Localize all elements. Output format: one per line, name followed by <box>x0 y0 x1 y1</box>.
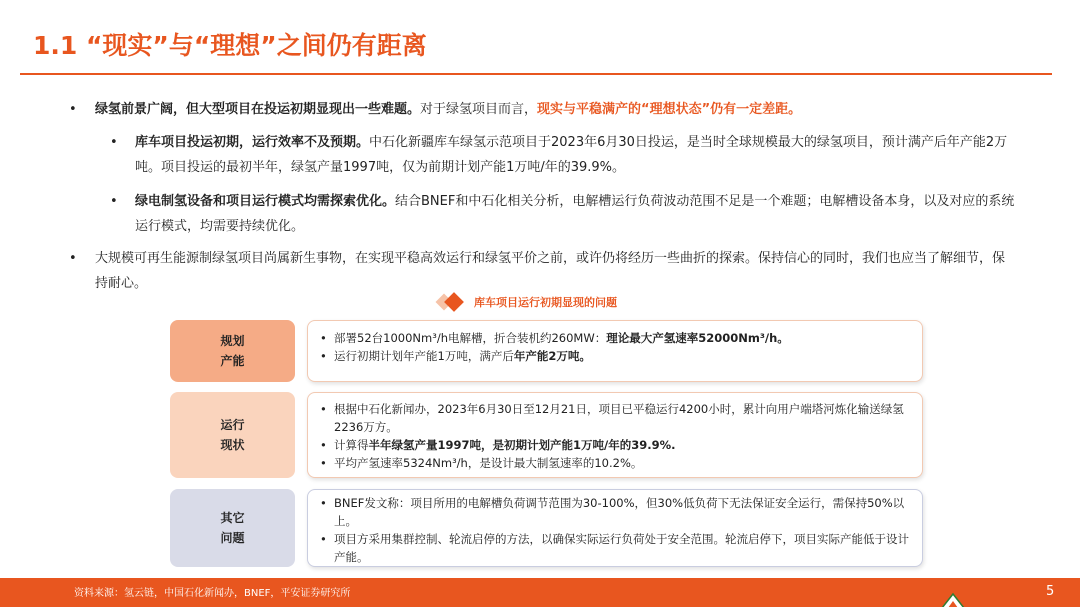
row-label-line: 产能 <box>220 354 245 368</box>
bullet-1 <box>69 97 995 122</box>
row-box-current-status <box>307 392 923 478</box>
bullet-dot: • <box>69 102 77 117</box>
bullet-1-text: 对于绿氢项目而言， <box>420 102 538 117</box>
diagram-title <box>438 292 617 312</box>
bullet-1-highlight: 现实与平稳满产的“理想状态”仍有一定差距。 <box>537 102 802 117</box>
row-label-line: 其它 <box>220 511 245 525</box>
bullet-1-bold: 绿氢前景广阔，但大型项目在投运初期显现出一些难题。 <box>95 102 421 117</box>
bullet-dot: • <box>110 135 118 150</box>
page-number: 5 <box>1046 584 1055 599</box>
list-item: • 部署52台1000Nm³/h电解槽，折合装机约260MW：理论最大产氢速率52000Nm³/h。 <box>320 329 910 347</box>
row-label-line: 问题 <box>220 531 245 545</box>
list-item: • 运行初期计划年产能1万吨，满产后年产能2万吨。 <box>320 347 910 365</box>
bullet-3-text: 结合BNEF和中石化相关分析，电解槽运行负荷波动范围不足是一个难题；电解槽设备本身，以及对应的系统运行模式，均需要持续优化。 <box>135 194 1015 234</box>
list-item: • BNEF发文称：项目所用的电解槽负荷调节范围为30-100%，但30%低负荷下无法保证安全运行，需保持50%以上。 <box>320 494 910 530</box>
list-item: • 计算得半年绿氢产量1997吨，是初期计划产能1万吨/年的39.9%. <box>320 436 910 454</box>
bullet-3 <box>110 189 1015 239</box>
bullet-3-bold: 绿电制氢设备和项目运行模式均需探索优化。 <box>135 194 396 209</box>
row-label-other-issues <box>170 489 295 567</box>
diagram-title-text: 库车项目运行初期显现的问题 <box>474 296 617 309</box>
list-item: • 根据中石化新闻办，2023年6月30日至12月21日，项目已平稳运行4200小时，累计向用户端塔河炼化输送绿氢2236万方。 <box>320 400 910 436</box>
row-label-line: 运行 <box>220 418 245 432</box>
list-item: • 平均产氢速率5324Nm³/h，是设计最大制氢速率的10.2%。 <box>320 454 910 472</box>
row-label-line: 现状 <box>220 438 245 452</box>
page-title: 1.1 “现实”与“理想”之间仍有距离 <box>33 31 427 60</box>
bullet-4-text: 大规模可再生能源制绿氢项目尚属新生事物，在实现平稳高效运行和绿氢平价之前，或许仍将经历一些曲折的探索。保持信心的同时，我们也应当了解细节，保持耐心。 <box>95 251 1006 291</box>
bullet-2-text: 中石化新疆库车绿氢示范项目于2023年6月30日投运，是当时全球规模最大的绿氢项目，预计满产后年产能2万吨。项目投运的最初半年，绿氢产量1997吨，仅为前期计划产能1万吨/年的39.9%。 <box>135 135 1008 175</box>
title-rule <box>20 73 1052 75</box>
row-box-other-issues <box>307 489 923 567</box>
bullet-dot: • <box>69 251 77 266</box>
row-label-planned-capacity <box>170 320 295 382</box>
bullet-4 <box>69 246 1006 296</box>
double-diamond-icon <box>438 293 468 311</box>
row-box-planned-capacity <box>307 320 923 382</box>
bullet-2-bold: 库车项目投运初期，运行效率不及预期。 <box>135 135 370 150</box>
bullet-2 <box>110 130 1015 180</box>
source-note: 资料来源：氢云链，中国石化新闻办，BNEF，平安证券研究所 <box>74 588 351 599</box>
bullet-dot: • <box>110 194 118 209</box>
row-label-line: 规划 <box>220 334 245 348</box>
row-label-current-status <box>170 392 295 478</box>
list-item: • 项目方采用集群控制、轮流启停的方法，以确保实际运行负荷处于安全范围。轮流启停下，项目实际产能低于设计产能。 <box>320 530 910 566</box>
pingan-logo-icon <box>940 592 966 607</box>
